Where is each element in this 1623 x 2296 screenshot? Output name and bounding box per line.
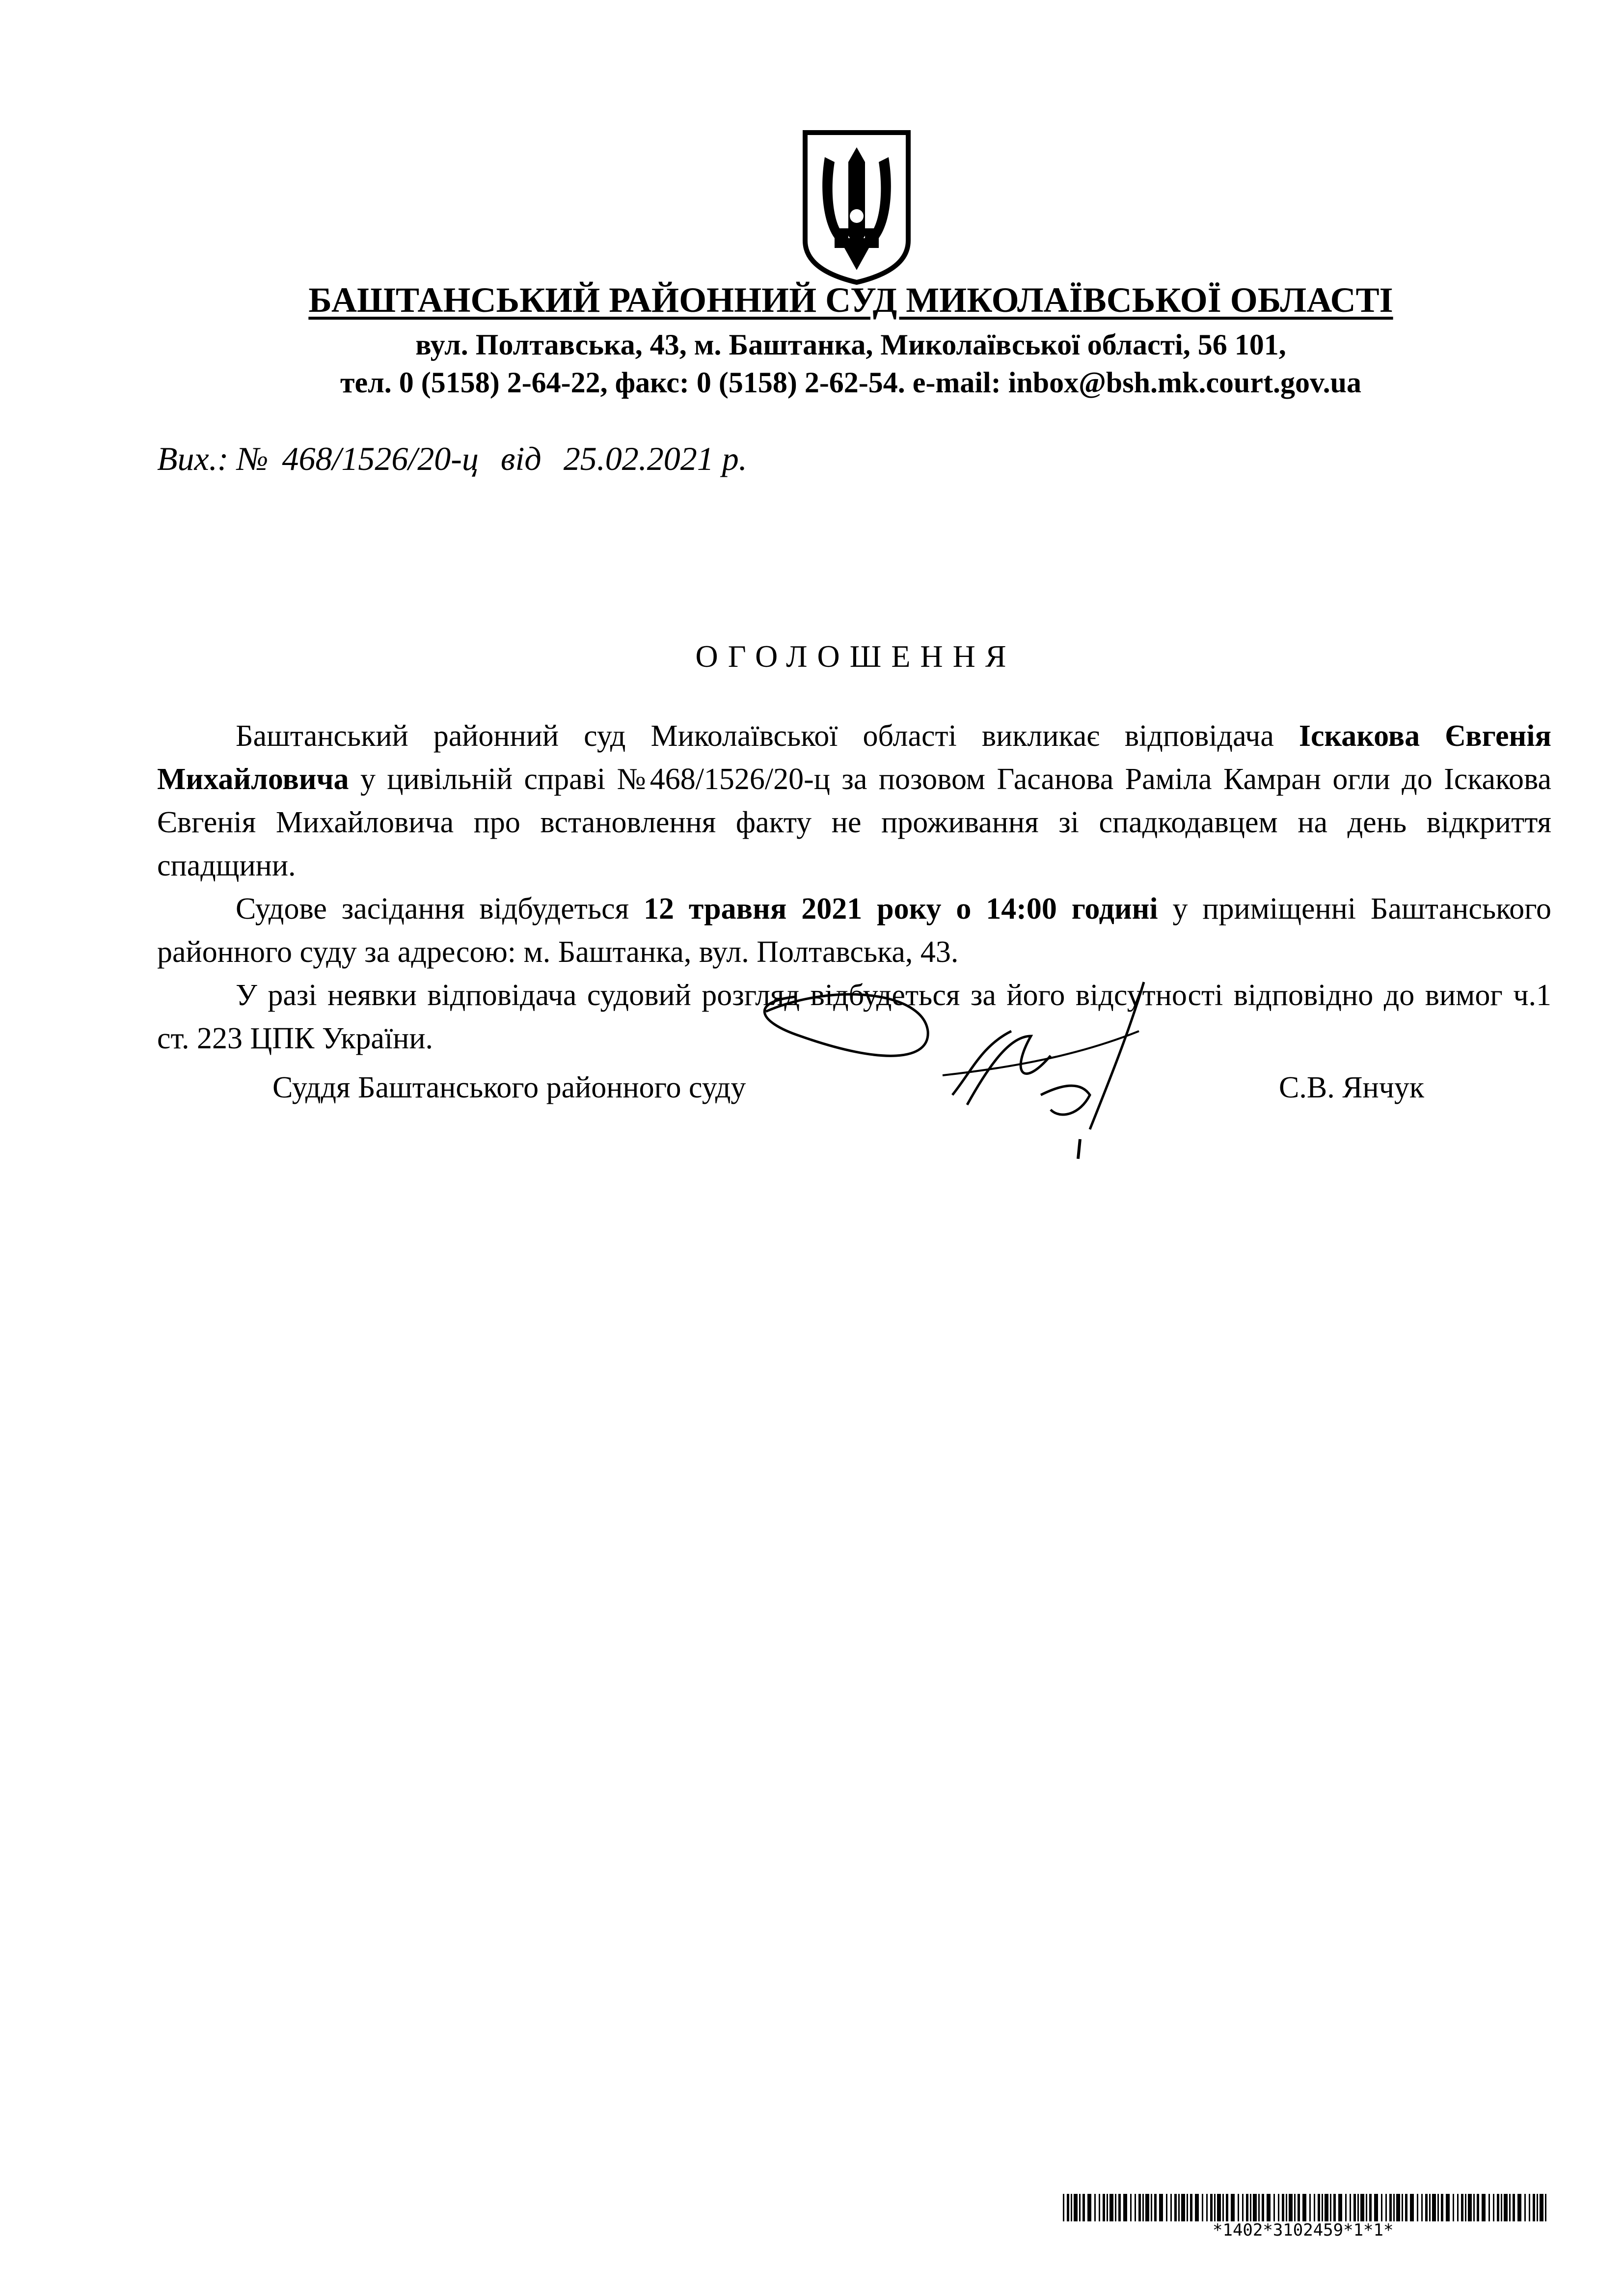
barcode-bar [1190, 2194, 1192, 2221]
barcode-bar [1181, 2194, 1185, 2221]
barcode-bar [1513, 2194, 1515, 2221]
barcode-bar [1130, 2194, 1132, 2221]
paragraph-summons [157, 714, 1551, 887]
barcode-bar [1138, 2194, 1141, 2221]
barcode-bar [1517, 2194, 1521, 2221]
barcode-bar [1074, 2194, 1078, 2221]
defendant-name: Іскакова Євгенія Михайловича [157, 719, 1552, 796]
barcode-bar [1425, 2194, 1428, 2221]
barcode-bar [1170, 2194, 1172, 2221]
barcode-bar [1353, 2194, 1356, 2221]
barcode-bar [1533, 2194, 1535, 2221]
barcode-bar [1360, 2194, 1364, 2221]
barcode-bar [1206, 2194, 1208, 2221]
barcode-bar [1441, 2194, 1443, 2221]
barcode-bar [1079, 2194, 1081, 2221]
barcode-number: *1402*3102459*1*1* [1213, 2220, 1394, 2240]
barcode-bar [1457, 2194, 1459, 2221]
barcode-bar [1338, 2194, 1342, 2221]
outgoing-date: 25.02.2021 р. [563, 440, 747, 477]
barcode-bar [1151, 2194, 1152, 2221]
barcode-bar [1174, 2194, 1177, 2221]
barcode-bar [1410, 2194, 1414, 2221]
barcode-bar [1115, 2194, 1116, 2221]
barcode-bar [1231, 2194, 1235, 2221]
court-name: БАШТАНСЬКИЙ РАЙОННИЙ СУД МИКОЛАЇВСЬКОЇ ОБЛАСТІ [308, 280, 1393, 320]
barcode-bar [1389, 2194, 1392, 2221]
text-segment: Баштанський районний суд Миколаївської області викликає відповідача [236, 719, 1299, 753]
barcode [1063, 2194, 1549, 2221]
barcode-bar [1402, 2194, 1403, 2221]
barcode-bar [1314, 2194, 1315, 2221]
barcode-bar [1253, 2194, 1257, 2221]
barcode-bar [1396, 2194, 1400, 2221]
barcode-bar [1242, 2194, 1244, 2221]
barcode-bar [1294, 2194, 1296, 2221]
barcode-bar [1118, 2194, 1121, 2221]
barcode-bar [1437, 2194, 1439, 2221]
judge-role: Суддя Баштанського районного суду [272, 1071, 746, 1104]
barcode-bar [1509, 2194, 1511, 2221]
outgoing-number-line [157, 439, 761, 478]
court-contacts: тел. 0 (5158) 2-64-22, факс: 0 (5158) 2-62-54. e-mail: inbox@bsh.mk.court.gov.ua [340, 366, 1362, 399]
barcode-bar [1302, 2194, 1306, 2221]
barcode-bar [1461, 2194, 1463, 2221]
barcode-bar [1350, 2194, 1351, 2221]
barcode-bar [1217, 2194, 1221, 2221]
barcode-bar [1318, 2194, 1320, 2221]
barcode-bar [1493, 2194, 1494, 2221]
barcode-bar [1504, 2194, 1508, 2221]
barcode-bar [1524, 2194, 1526, 2221]
barcode-bar [1537, 2194, 1538, 2221]
barcode-bar [1309, 2194, 1311, 2221]
barcode-bar [1369, 2194, 1372, 2221]
barcode-bar [1488, 2194, 1490, 2221]
barcode-bar [1465, 2194, 1466, 2221]
barcode-bar [1298, 2194, 1300, 2221]
text-segment: Судове засідання відбудеться [236, 892, 644, 926]
barcode-bar [1381, 2194, 1382, 2221]
barcode-bar [1094, 2194, 1096, 2221]
barcode-bar [1477, 2194, 1479, 2221]
barcode-bar [1063, 2194, 1064, 2221]
barcode-bar [1262, 2194, 1264, 2221]
judge-name: С.В. Янчук [1279, 1071, 1425, 1104]
barcode-bar [1109, 2194, 1113, 2221]
barcode-bar [1226, 2194, 1228, 2221]
outgoing-number: 468/1526/20-ц [282, 440, 479, 477]
barcode-bar [1385, 2194, 1387, 2221]
barcode-bar [1142, 2194, 1144, 2221]
text-segment: у приміщенні Баштанського районного суду за адресою: м. Баштанка, вул. Полтавська, 43. [157, 892, 1551, 969]
barcode-bar [1374, 2194, 1378, 2221]
barcode-bar [1145, 2194, 1149, 2221]
barcode-bar [1278, 2194, 1279, 2221]
barcode-bar [1082, 2194, 1085, 2221]
barcode-bar [1345, 2194, 1347, 2221]
barcode-bar [1333, 2194, 1336, 2221]
barcode-bar [1468, 2194, 1472, 2221]
barcode-bar [1366, 2194, 1367, 2221]
document-title: ОГОЛОШЕННЯ [695, 639, 1016, 674]
barcode-bar [1421, 2194, 1423, 2221]
barcode-bar [1107, 2194, 1108, 2221]
barcode-bar [1405, 2194, 1407, 2221]
barcode-bar [1071, 2194, 1072, 2221]
outgoing-label: Вих.: № [157, 440, 269, 477]
barcode-bar [1545, 2194, 1546, 2221]
barcode-bar [1417, 2194, 1418, 2221]
barcode-bar [1222, 2194, 1224, 2221]
barcode-bar [1540, 2194, 1543, 2221]
trident-icon [800, 128, 913, 285]
barcode-bar [1067, 2194, 1069, 2221]
barcode-bar [1166, 2194, 1167, 2221]
text-segment: у цивільній справі №468/1526/20-ц за позовом Гасанова Раміла Камран огли до Іскакова Євгенія Михайловича про встановлення факту не проживання зі спадкодавцем на день відкриття спадщини. [157, 763, 1551, 882]
outgoing-date-label: від [500, 440, 541, 477]
barcode-bar [1273, 2194, 1275, 2221]
barcode-bar [1210, 2194, 1213, 2221]
barcode-bar [1159, 2194, 1163, 2221]
barcode-bar [1330, 2194, 1331, 2221]
barcode-bar [1178, 2194, 1180, 2221]
paragraph-hearing [157, 887, 1551, 974]
barcode-bar [1322, 2194, 1323, 2221]
barcode-bar [1473, 2194, 1475, 2221]
barcode-bar [1286, 2194, 1287, 2221]
barcode-bar [1250, 2194, 1251, 2221]
barcode-bar [1289, 2194, 1293, 2221]
barcode-bar [1258, 2194, 1260, 2221]
barcode-bar [1282, 2194, 1284, 2221]
barcode-bar [1325, 2194, 1328, 2221]
barcode-bar [1357, 2194, 1359, 2221]
barcode-bar [1529, 2194, 1530, 2221]
barcode-bar [1187, 2194, 1188, 2221]
barcode-bar [1267, 2194, 1271, 2221]
barcode-bar [1195, 2194, 1199, 2221]
handwritten-signature [736, 972, 1217, 1169]
barcode-bar [1501, 2194, 1502, 2221]
barcode-bar [1429, 2194, 1431, 2221]
paragraph-absence: У разі неявки відповідача судовий розгляд відбудеться за його відсутності відповідно до вимог ч.1 ст. 223 ЦПК України. [157, 979, 1551, 1055]
barcode-bar [1246, 2194, 1248, 2221]
barcode-bar [1123, 2194, 1127, 2221]
barcode-bar [1432, 2194, 1436, 2221]
barcode-bar [1482, 2194, 1486, 2221]
barcode-bar [1497, 2194, 1499, 2221]
barcode-bar [1453, 2194, 1454, 2221]
barcode-bar [1099, 2194, 1100, 2221]
barcode-bar [1446, 2194, 1450, 2221]
barcode-bar [1154, 2194, 1157, 2221]
barcode-bar [1202, 2194, 1203, 2221]
barcode-bar [1238, 2194, 1239, 2221]
barcode-bar [1214, 2194, 1216, 2221]
court-address: вул. Полтавська, 43, м. Баштанка, Миколаївської області, 56 101, [415, 328, 1286, 361]
hearing-datetime: 12 травня 2021 року о 14:00 годині [644, 892, 1158, 926]
barcode-bar [1103, 2194, 1105, 2221]
barcode-bar [1135, 2194, 1136, 2221]
barcode-bar [1087, 2194, 1091, 2221]
barcode-bar [1393, 2194, 1395, 2221]
